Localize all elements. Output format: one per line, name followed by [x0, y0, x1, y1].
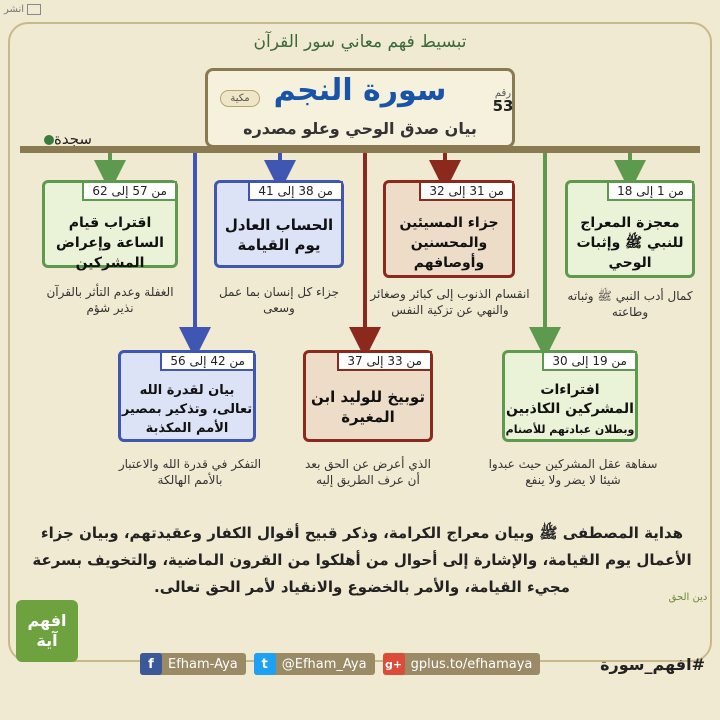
card-range: من 33 إلى 37 — [337, 351, 432, 371]
card-verses-42-56 — [118, 350, 256, 442]
card-title: افتراءات المشركين الكاذبين — [506, 382, 634, 417]
card-range: من 31 إلى 32 — [419, 181, 514, 201]
surah-title-box — [205, 68, 515, 148]
card-range: من 42 إلى 56 — [160, 351, 255, 371]
facebook-link[interactable]: f Efham-Aya — [140, 653, 246, 675]
card-note: الذي أعرض عن الحق بعد أن عرف الطريق إليه — [304, 457, 432, 487]
footer-bar — [140, 650, 705, 678]
card-verses-38-41 — [214, 180, 344, 268]
page-header: تبسيط فهم معاني سور القرآن — [253, 32, 467, 52]
twitter-icon: t — [254, 653, 276, 675]
sajda-marker: سجدة — [40, 130, 92, 148]
card-verses-57-62 — [42, 180, 178, 271]
hashtag: #افهم_سورة — [600, 654, 705, 674]
card-title: جزاء المسيئين والمحسنين وأوصافهم — [399, 215, 499, 271]
card-title: اقتراب قيام الساعة وإعراض المشركين — [56, 215, 164, 271]
card-note: سفاهة عقل المشركين حيث عبدوا شيئا لا يضر ولا ينفع — [488, 457, 658, 487]
card-range: من 19 إلى 30 — [542, 351, 637, 371]
card-note: جزاء كل إنسان بما عمل وسعى — [218, 285, 340, 315]
card-title: الحساب العادل يوم القيامة — [224, 216, 334, 254]
card-range: من 38 إلى 41 — [248, 181, 343, 201]
card-title: معجزة المعراج للنبي ﷺ وإثبات الوحي — [576, 215, 684, 271]
surah-number-badge: رقم 53 — [492, 88, 514, 115]
card-title: بيان لقدرة الله تعالى، وتذكير بمصير الأمم المكذبة — [121, 383, 253, 436]
card-verses-33-37 — [303, 350, 433, 442]
sajda-dot-icon — [44, 135, 54, 145]
card-subnote: وبطلان عبادتهم للأصنام — [505, 423, 635, 436]
card-note: كمال أدب النبي ﷺ وثباته وطاعته — [567, 289, 693, 319]
card-range: من 1 إلى 18 — [607, 181, 694, 201]
card-verses-19-30 — [502, 350, 638, 442]
twitter-link[interactable]: t @Efham_Aya — [254, 653, 375, 675]
card-verses-1-18 — [565, 180, 695, 278]
card-verses-31-32 — [383, 180, 515, 278]
card-note: انقسام الذنوب إلى كبائر وصغائر والنهي عن تزكية النفس — [370, 287, 530, 317]
surah-name: سورة النجم — [273, 73, 447, 108]
card-note: التفكر في قدرة الله والاعتبار بالأمم الهالكة — [118, 457, 262, 487]
card-note: الغفلة وعدم التأثر بالقرآن نذير شؤم — [46, 285, 174, 315]
gplus-link[interactable]: g+ gplus.to/efhamaya — [383, 653, 541, 675]
gplus-icon: g+ — [383, 653, 405, 675]
share-button[interactable]: انشر — [4, 4, 41, 15]
surah-subtitle: بيان صدق الوحي وعلو مصدره — [243, 119, 477, 138]
surah-summary: هداية المصطفى ﷺ وبيان معراج الكرامة، وذكر قبيح أقوال الكفار وعقيدتهم، وبيان جزاء الأعمال يوم القيامة، والإشارة إلى أحوال من أهلكوا من القرون الماضية، والتخويف بسرعة مجيء القيامة، والأمر بالخضوع والانقياد لأمر الحق تعالى. — [32, 524, 692, 596]
card-range: من 57 إلى 62 — [82, 181, 177, 201]
surah-type-badge: مكية — [220, 90, 260, 107]
efham-aya-logo: افهم آية — [16, 600, 78, 662]
card-title: توبيخ للوليد ابن المغيرة — [311, 388, 425, 426]
deen-alhaq-logo: دين الحق — [668, 592, 708, 603]
facebook-icon: f — [140, 653, 162, 675]
